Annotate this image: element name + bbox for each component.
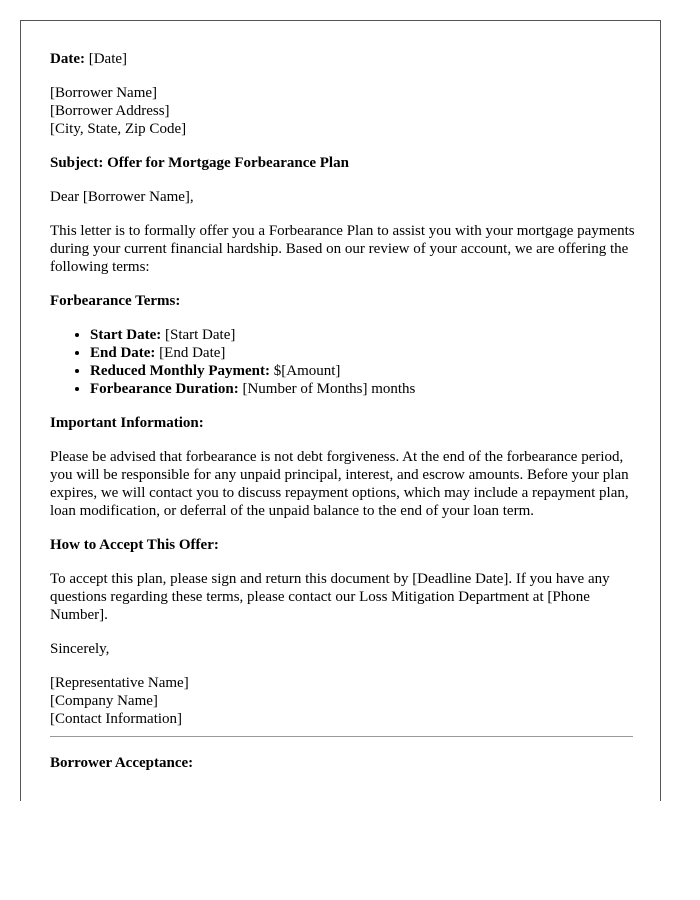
date-value: [Date] [88, 51, 128, 67]
terms-item-duration [90, 380, 640, 398]
divider [50, 736, 633, 737]
borrower-name: [Borrower Name] [50, 85, 158, 101]
terms-item-start-date [90, 326, 640, 344]
borrower-acceptance-text: Borrower Acceptance: [50, 755, 194, 771]
letter-page [20, 20, 661, 801]
letter-content [50, 50, 640, 772]
closing: Sincerely, [50, 641, 110, 657]
borrower-address-block [50, 84, 640, 138]
terms-item-label: End Date: [90, 345, 156, 361]
intro-paragraph: This letter is to formally offer you a Forbearance Plan to assist you with your mortgage payments during your current financial hardship. Based on our review of your account, we are offering the following terms: [50, 223, 635, 275]
terms-item-monthly-payment [90, 362, 640, 380]
signature-block [50, 674, 640, 728]
important-heading [50, 414, 640, 432]
borrower-acceptance-heading [50, 754, 640, 772]
borrower-city-state-zip: [City, State, Zip Code] [50, 121, 187, 137]
accept-heading-text: How to Accept This Offer: [50, 537, 219, 553]
important-heading-text: Important Information: [50, 415, 204, 431]
terms-item-end-date [90, 344, 640, 362]
terms-list [50, 326, 640, 398]
important-paragraph: Please be advised that forbearance is not debt forgiveness. At the end of the forbearance period, you will be responsible for any unpaid principal, interest, and escrow amounts. Before your plan expires, we will contact you to discuss repayment options, which may include a repayment plan, loan modification, or deferral of the unpaid balance to the end of your loan term. [50, 449, 629, 519]
company-name: [Company Name] [50, 693, 158, 709]
representative-name: [Representative Name] [50, 675, 189, 691]
terms-item-value: $[Amount] [273, 363, 341, 379]
terms-heading [50, 292, 640, 310]
accept-paragraph: To accept this plan, please sign and return this document by [Deadline Date]. If you have any questions regarding these terms, please contact our Loss Mitigation Department at [Phone Number]. [50, 571, 610, 623]
date-line [50, 50, 640, 68]
contact-information: [Contact Information] [50, 711, 183, 727]
terms-item-label: Reduced Monthly Payment: [90, 363, 270, 379]
terms-item-label: Forbearance Duration: [90, 381, 239, 397]
borrower-address: [Borrower Address] [50, 103, 170, 119]
date-label: Date: [50, 51, 85, 67]
terms-item-label: Start Date: [90, 327, 162, 343]
salutation: Dear [Borrower Name], [50, 189, 194, 205]
terms-item-value: [Start Date] [164, 327, 236, 343]
subject-line [50, 154, 640, 172]
subject-text: Subject: Offer for Mortgage Forbearance Plan [50, 155, 349, 171]
terms-item-value: [Number of Months] months [242, 381, 416, 397]
terms-item-value: [End Date] [159, 345, 226, 361]
accept-heading [50, 536, 640, 554]
terms-heading-text: Forbearance Terms: [50, 293, 181, 309]
